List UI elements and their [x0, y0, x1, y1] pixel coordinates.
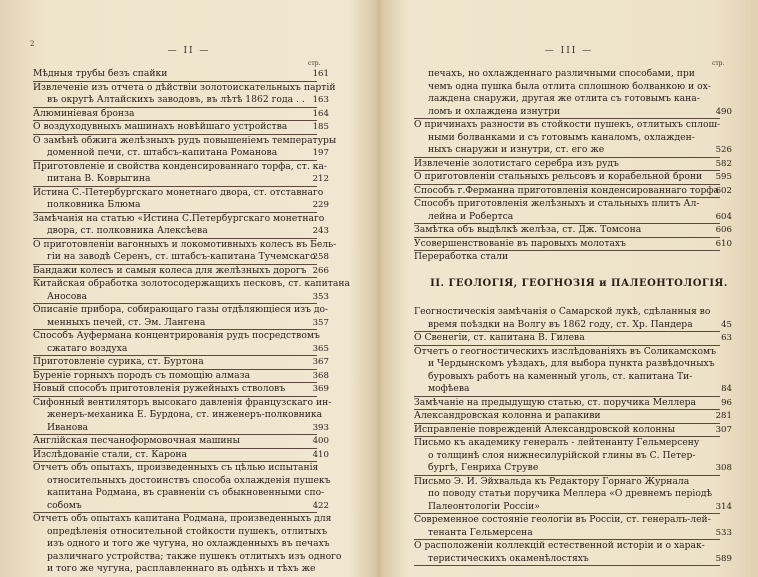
- toc-entry-page: 602: [715, 185, 732, 196]
- toc-entry: [33, 134, 337, 148]
- toc-entry-text: Изслѣдованіе стали, ст. Карона: [33, 448, 187, 460]
- toc-entry-page: 197: [312, 148, 329, 158]
- toc-entry-page: 533: [715, 527, 732, 538]
- toc-entry: [414, 171, 732, 185]
- toc-entry-text: мофѣева: [428, 383, 470, 394]
- toc-entry-page: 353: [312, 291, 329, 302]
- toc-entry-text: Извлеченіе изъ отчета о дѣйствіи золотоискательныхъ партій: [33, 81, 336, 93]
- toc-entry-text: Способъ приготовленія желѣзныхъ и стальныхъ плитъ Ал-: [414, 198, 700, 209]
- toc-entry: [414, 476, 720, 489]
- toc-entry-text: двора, ст. полковника Алексѣева: [47, 225, 208, 236]
- toc-entry-text: изъ одного и того же чугуна, но охлажденныхъ въ печахъ: [47, 538, 330, 549]
- toc-entry: [33, 290, 329, 305]
- toc-entry-text: Англійская песчанoформовочная машины: [33, 435, 240, 446]
- toc-entry-text: Отчетъ о геогностическихъ изслѣдованіяхъ въ Соликамскомъ: [414, 345, 717, 357]
- toc-entry-text: доменной печи, ст. штабсъ-капитана Романова: [47, 147, 278, 158]
- toc-entry: [414, 410, 732, 424]
- toc-entry: [414, 450, 720, 463]
- toc-entry: [414, 488, 720, 501]
- toc-entry: [414, 144, 732, 158]
- toc-entry-text: различнаго устройства; также пушекъ отлитыхъ изъ одного: [47, 550, 342, 562]
- toc-entry-text: относительныхъ достоинствъ способа охлажденія пушекъ: [47, 474, 331, 486]
- toc-entry-page: 410: [312, 449, 329, 460]
- toc-entry: [33, 462, 317, 475]
- toc-entry: [33, 238, 337, 252]
- toc-entry-page: 229: [312, 200, 329, 210]
- toc-entry-page: 161: [312, 69, 329, 79]
- toc-entry: [33, 383, 329, 397]
- toc-entry: [33, 251, 329, 265]
- section-title: II. ГЕОЛОГІЯ, ГЕОГНОЗІЯ и ПАЛЕОНТОЛОГІЯ.: [430, 278, 728, 289]
- toc-entry: [414, 526, 732, 541]
- toc-entry-page: 368: [312, 370, 329, 381]
- toc-entry: [33, 330, 320, 343]
- toc-entry-text: Письмо къ академику генералъ - лейтенанту Гельмерсену: [414, 437, 700, 448]
- toc-entry: [33, 212, 325, 226]
- toc-entry-page: 308: [715, 463, 732, 473]
- toc-entry: [414, 423, 732, 438]
- toc-entry: [414, 318, 732, 333]
- toc-list-section: [414, 306, 732, 566]
- toc-entry-page: 393: [312, 422, 329, 433]
- toc-entry: [33, 499, 329, 514]
- toc-entry-text: опредѣленія относительной стойкости пушекъ, отлитыхъ: [47, 525, 328, 537]
- toc-entry-text: буровыхъ работъ на каменный уголь, ст. капитана Ти-: [428, 370, 693, 382]
- toc-entry-text: ныхъ снаружи и изнутри, ст. его же: [428, 144, 605, 155]
- toc-entry-text: печахъ, но охлажденнаго различными способами, при: [428, 68, 695, 79]
- toc-entry: [414, 198, 720, 211]
- toc-entry: [414, 462, 732, 476]
- toc-entry: [414, 437, 720, 450]
- toc-entry-page: 400: [312, 436, 329, 446]
- toc-entry-text: О воздуходувныхъ машинахъ новѣйшаго устройства: [33, 121, 288, 132]
- toc-entry: [33, 147, 329, 161]
- toc-entry-text: Иванова: [47, 421, 88, 433]
- toc-entry: [414, 500, 732, 515]
- toc-entry-page: 595: [715, 172, 732, 182]
- toc-entry-page: 185: [312, 122, 329, 132]
- toc-entry: [414, 358, 720, 371]
- toc-entry: [33, 342, 329, 357]
- toc-entry: [33, 264, 329, 279]
- toc-entry-page: 606: [715, 225, 732, 235]
- toc-entry: [33, 94, 329, 108]
- toc-entry: [33, 356, 329, 370]
- toc-entry-text: Алюминіевая бронза: [33, 107, 135, 119]
- toc-entry-text: Александровская колонна и рапакиви: [414, 410, 601, 421]
- toc-entry-text: Сифонный вентиляторъ высокаго давленія французскаго ин-: [33, 396, 332, 408]
- toc-entry-page: 314: [715, 501, 732, 512]
- toc-entry-page: 589: [715, 553, 732, 564]
- toc-entry-text: менныхъ печей, ст. Эм. Лангена: [47, 316, 206, 328]
- toc-entry-text: сжатаго воздуха: [47, 342, 128, 354]
- toc-entry-page: 266: [312, 265, 329, 276]
- toc-entry-text: О причинахъ разности въ стойкости пушекъ, отлитыхъ сплош-: [414, 119, 721, 130]
- toc-entry-text: время поѣздки на Волгу въ 1862 году, ст. Хр. Пандера: [428, 318, 693, 330]
- toc-entry-text: Приготовленіе и свойства конденсированнаго торфа, ст. ка-: [33, 160, 327, 172]
- toc-entry-text: Описаніе прибора, собирающаго газы отдѣляющіеся изъ до-: [33, 304, 329, 315]
- toc-entry: [414, 383, 732, 397]
- toc-entry: [33, 369, 329, 384]
- toc-entry-page: 243: [312, 226, 329, 236]
- toc-entry-text: питана В. Коврыгина: [47, 173, 151, 184]
- toc-entry-text: О расположеніи коллекцій естественной исторіи и о харак-: [414, 540, 705, 551]
- toc-entry-page: 357: [312, 317, 329, 328]
- toc-entry: [414, 552, 732, 567]
- toc-entry: [33, 563, 317, 576]
- toc-entry: [414, 68, 720, 81]
- toc-entry-text: Истина С.-Петербургскаго монетнаго двора, ст. отставнаго: [33, 186, 324, 198]
- toc-entry: [33, 199, 329, 213]
- toc-entry-page: 369: [312, 384, 329, 394]
- toc-entry: [33, 278, 350, 291]
- toc-entry-text: Бандажи колесъ и самыя колеса для желѣзныхъ дорогъ: [33, 264, 307, 276]
- toc-entry-text: Замѣчаніе на предыдущую статью, ст. поручика Меллера: [414, 396, 697, 408]
- toc-entry: [414, 132, 720, 145]
- toc-entry-text: Приготовленіе сурика, ст. Буртона: [33, 356, 204, 367]
- toc-entry: [33, 81, 336, 95]
- toc-entry-text: Аносова: [47, 290, 87, 302]
- toc-entry-text: капитана Родмана, въ сравненіи съ обыкновенными спо-: [47, 487, 325, 498]
- toc-entry: [33, 525, 328, 539]
- toc-entry-page: 84: [721, 384, 732, 394]
- toc-entry-page: 365: [312, 343, 329, 354]
- toc-entry: [33, 186, 324, 200]
- toc-entry-page: 367: [312, 357, 329, 367]
- toc-entry: [414, 371, 720, 384]
- column-header-left: стр.: [308, 60, 321, 67]
- toc-entry-text: Усовершенствованіе въ паровыхъ молотахъ: [414, 237, 626, 249]
- toc-entry-page: 610: [715, 238, 732, 249]
- toc-entry-page: 422: [312, 500, 329, 511]
- toc-entry: [414, 119, 720, 132]
- toc-entry: [414, 157, 732, 172]
- toc-entry: [414, 540, 720, 553]
- toc-entry-page: 526: [715, 145, 732, 155]
- toc-entry-text: и Чердынскомъ уѣздахъ, для выбора пункта развѣдочныхъ: [428, 358, 715, 369]
- toc-entry-text: О приготовленіи вагонныхъ и локомотивныхъ колесъ въ Бель-: [33, 238, 337, 250]
- toc-entry: [33, 160, 327, 174]
- toc-entry-text: лейна и Робертса: [428, 210, 514, 222]
- toc-entry-text: Замѣчанія на статью «Истина С.Петербургскаго монетнаго: [33, 212, 325, 224]
- running-head-left: — II —: [167, 46, 211, 56]
- toc-entry-text: ными болванками и съ готовымъ каналомъ, охлажден-: [428, 131, 695, 143]
- toc-entry: [414, 251, 720, 264]
- toc-entry-text: тенанта Гельмерсена: [428, 526, 533, 538]
- toc-entry: [414, 332, 732, 346]
- toc-entry: [33, 550, 342, 564]
- toc-entry: [33, 173, 329, 187]
- toc-entry-text: Отчетъ объ опытахъ капитана Родмана, произведенныхъ для: [33, 513, 332, 524]
- toc-entry-page: 164: [312, 108, 329, 119]
- toc-list-left: [33, 68, 350, 576]
- toc-entry: [33, 316, 329, 331]
- toc-entry: [33, 396, 332, 410]
- toc-entry-text: О приготовленіи стальныхъ рельсовъ и корабельной брони: [414, 171, 703, 182]
- toc-list-right: [414, 68, 732, 264]
- toc-entry-text: о толщинѣ слоя нижнесилурійской глины въ С. Петер-: [428, 449, 696, 461]
- left-page: [0, 0, 378, 577]
- toc-entry-text: бургѣ, Генриха Струве: [428, 462, 539, 473]
- toc-entry: [414, 184, 732, 199]
- toc-entry-text: полковника Блюма: [47, 199, 141, 210]
- toc-entry: [414, 306, 720, 319]
- toc-entry-page: 258: [312, 252, 329, 262]
- toc-entry: [33, 409, 323, 422]
- toc-entry: [414, 224, 732, 238]
- toc-entry: [33, 448, 329, 463]
- toc-entry-text: лаждена снаружи, другая же отлита съ готовымъ кана-: [428, 93, 700, 104]
- running-head-right: — III —: [544, 46, 594, 56]
- toc-entry-text: Способъ Ауфермана концентрированія рудъ посредствомъ: [33, 330, 320, 341]
- toc-entry-page: 604: [715, 211, 732, 222]
- toc-entry: [414, 210, 732, 225]
- toc-entry-text: Мѣдныя трубы безъ спайки: [33, 68, 168, 79]
- toc-entry-text: въ округѣ Алтайскихъ заводовъ, въ лѣтѣ 1862 года . .: [47, 94, 305, 105]
- toc-entry-page: 63: [721, 333, 732, 343]
- toc-entry-page: 490: [715, 106, 732, 117]
- toc-entry: [33, 487, 325, 500]
- toc-entry: [33, 225, 329, 239]
- toc-entry-text: Буреніе горныхъ породъ съ помощію алмаза: [33, 369, 251, 381]
- toc-entry-text: Палеонтологіи Россіи»: [428, 500, 540, 512]
- toc-entry: [414, 346, 720, 359]
- toc-entry-text: Переработка стали: [414, 251, 509, 262]
- toc-entry-text: О Свенегіи, ст. капитана В. Гилева: [414, 332, 585, 343]
- toc-entry: [414, 105, 732, 120]
- toc-entry-text: собомъ: [47, 499, 82, 511]
- toc-entry: [33, 538, 330, 551]
- toc-entry-text: Замѣтка объ выдѣлкѣ желѣза, ст. Дж. Томсона: [414, 224, 642, 235]
- toc-entry: [414, 93, 720, 106]
- toc-entry-page: 307: [715, 424, 732, 435]
- toc-entry: [414, 237, 732, 252]
- toc-entry: [33, 421, 329, 436]
- toc-entry: [414, 396, 732, 411]
- toc-entry-text: Современное состояніе геологіи въ Россіи, ст. генералъ-лей-: [414, 514, 711, 525]
- toc-entry: [33, 107, 329, 122]
- toc-entry-text: Исправленіе повреждeній Александровской колонны: [414, 423, 675, 435]
- toc-entry: [414, 81, 720, 94]
- toc-entry-page: 96: [721, 397, 732, 408]
- toc-entry-text: гіи на заводѣ Серенъ, ст. штабсъ-капитана Тучемскаго: [47, 251, 316, 262]
- toc-entry-text: Письмо Э. И. Эйхвальда къ Редактору Горнаго Журнала: [414, 475, 690, 487]
- toc-entry-page: 212: [312, 174, 329, 184]
- toc-entry-page: 281: [715, 411, 732, 421]
- toc-entry-text: Геогностическія замѣчанія о Самарской лукѣ, сдѣланныя во: [414, 306, 711, 317]
- toc-entry-page: 45: [721, 319, 732, 330]
- toc-entry-text: и того же чугуна, расплавленнаго въ одѣнхъ и тѣхъ же: [47, 563, 316, 574]
- toc-entry: [33, 121, 329, 135]
- toc-entry-text: Новый способъ приготовленія ружейныхъ стволовъ: [33, 383, 286, 394]
- toc-entry: [33, 474, 331, 488]
- toc-entry-text: женеръ-механика Е. Бурдона, ст. инженеръ-полковника: [47, 409, 323, 420]
- toc-entry-text: Способъ г.Ферманна приготовленія конденсированнаго торфа: [414, 184, 720, 196]
- toc-entry-page: 163: [312, 95, 329, 105]
- toc-entry: [33, 68, 329, 82]
- toc-entry-text: Извлеченіе золотистаго серебра изъ рудъ: [414, 157, 619, 169]
- toc-entry-page: 582: [715, 158, 732, 169]
- toc-entry: [33, 304, 329, 317]
- toc-entry-text: Отчетъ объ опытахъ, произведенныхъ съ цѣлью испытанія: [33, 462, 319, 473]
- toc-entry: [414, 514, 720, 527]
- toc-entry-text: по поводу статьи поручика Меллера «О древнемъ періодѣ: [428, 488, 713, 499]
- corner-mark: 2: [30, 40, 35, 48]
- right-page: [380, 0, 758, 577]
- toc-entry: [33, 435, 329, 449]
- toc-entry-text: Китайская обработка золотосодержащихъ песковъ, ст. капитана: [33, 278, 350, 289]
- toc-entry-text: ломъ и охлаждена изнутри: [428, 105, 561, 117]
- toc-entry: [33, 513, 332, 526]
- toc-entry-text: теристическихъ окаменѣлостяхъ: [428, 552, 589, 564]
- column-header-right: стр.: [712, 60, 725, 67]
- toc-entry-text: О замѣнѣ обжига желѣзныхъ рудъ повышеніемъ температуры: [33, 134, 337, 146]
- toc-entry-text: чемъ одна пушка была отлита сплошною болванкою и ох-: [428, 80, 711, 92]
